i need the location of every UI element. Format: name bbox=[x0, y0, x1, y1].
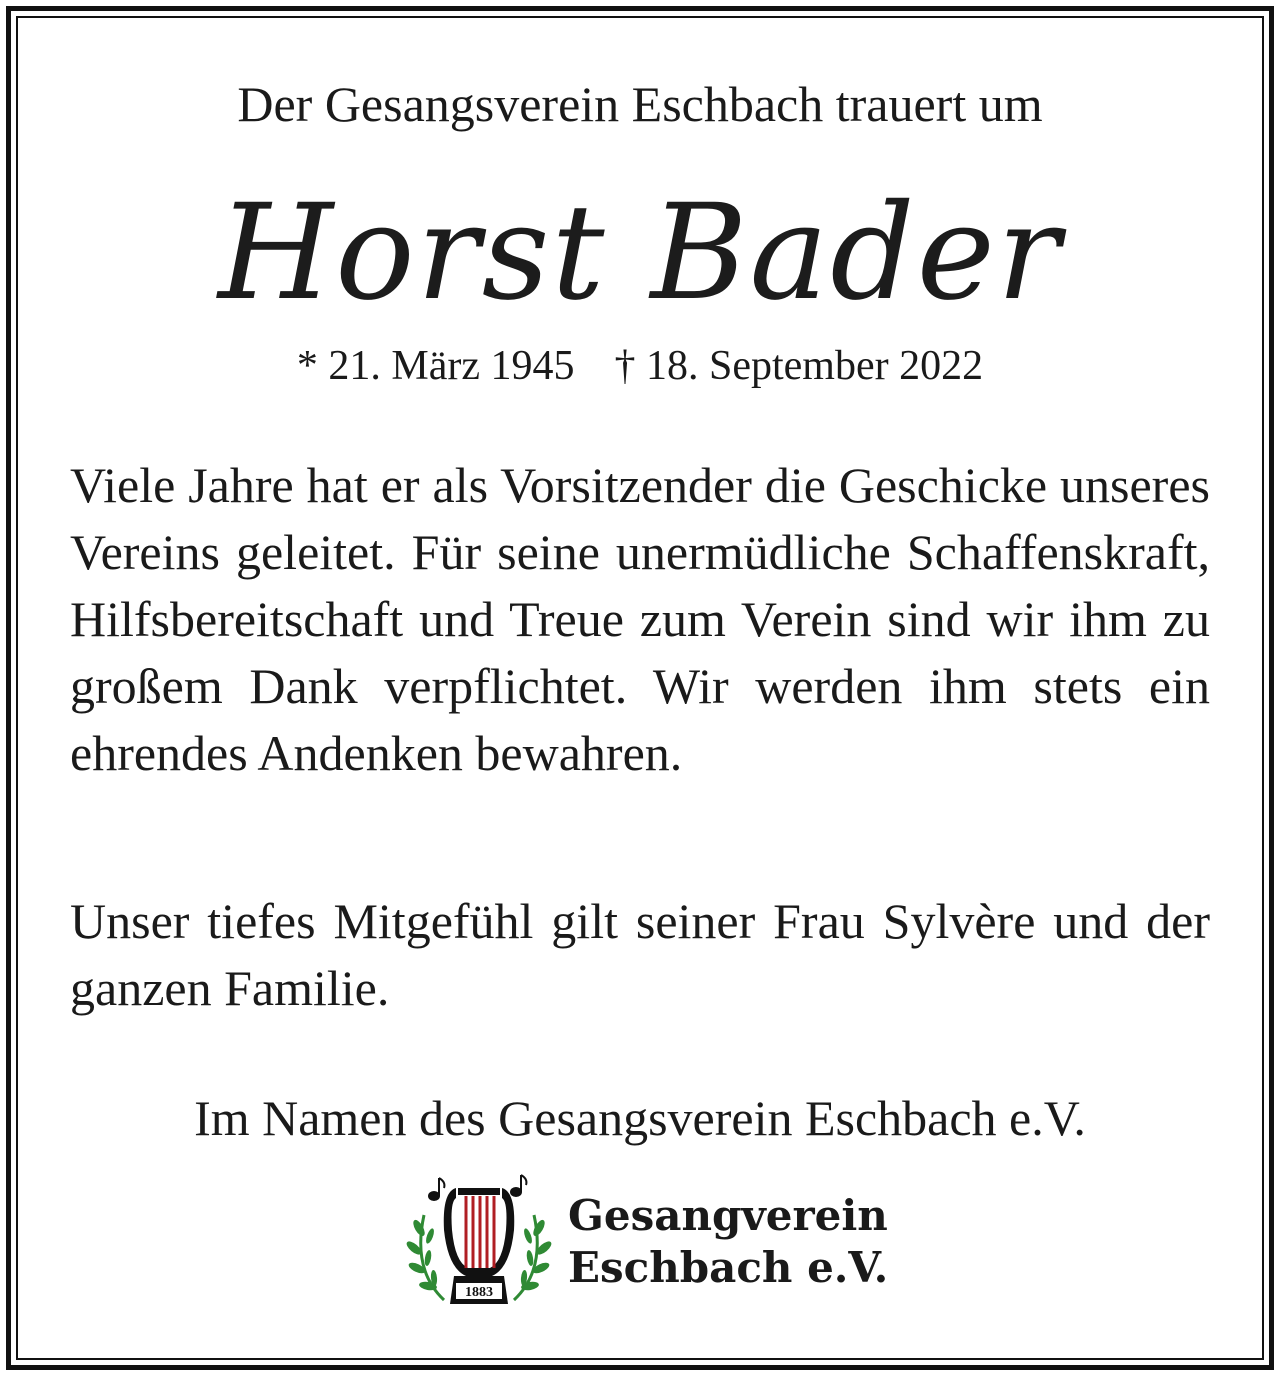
closing-line: Im Namen des Gesangsverein Eschbach e.V. bbox=[194, 1090, 1086, 1146]
lyre-wreath-icon bbox=[404, 1170, 554, 1315]
club-name-line2: Eschbach e.V. bbox=[568, 1243, 889, 1292]
logo-year: 1883 bbox=[465, 1285, 493, 1300]
death-date: † 18. September 2022 bbox=[614, 343, 984, 389]
club-name-logo bbox=[568, 1190, 888, 1294]
tribute-paragraph: Viele Jahre hat er als Vorsitzender die Geschicke unseres Vereins geleitet. Für seine unermüdliche Schaffenskraft, Hilfsbereitschaft und Treue zum Verein sind wir ihm zu großem Dank verpflichtet. Wir werden ihm stets ein ehrendes Andenken bewahren. bbox=[70, 457, 1210, 781]
deceased-name: Horst Bader bbox=[218, 176, 1062, 330]
birth-date: * 21. März 1945 bbox=[296, 343, 575, 389]
intro-line: Der Gesangsverein Eschbach trauert um bbox=[237, 76, 1043, 132]
life-dates bbox=[0, 340, 1280, 392]
condolence-paragraph: Unser tiefes Mitgefühl gilt seiner Frau Sylvère und der ganzen Familie. bbox=[70, 893, 1210, 1016]
club-name-line1: Gesangverein bbox=[568, 1191, 888, 1240]
